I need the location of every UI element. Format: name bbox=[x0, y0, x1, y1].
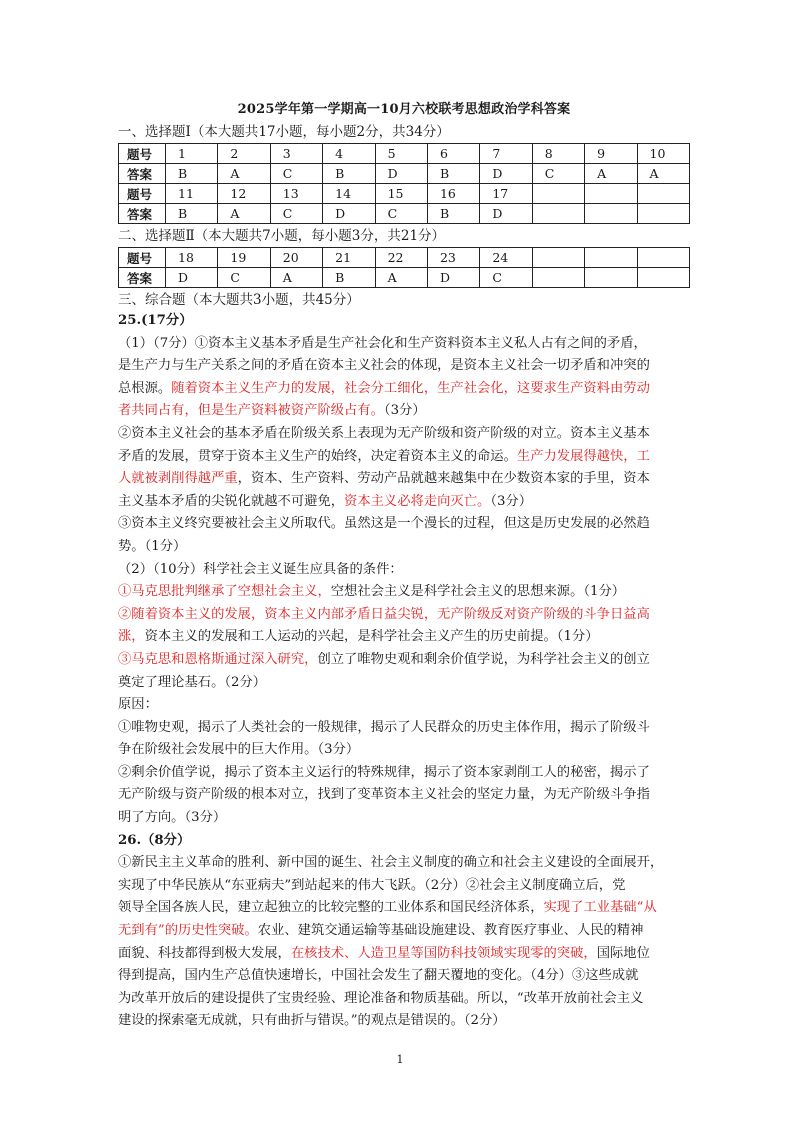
answer-text: 势。（1分） bbox=[118, 538, 187, 554]
answer-line bbox=[118, 536, 690, 559]
answer-cell: 19 bbox=[218, 248, 270, 268]
answer-cell: 17 bbox=[480, 184, 532, 204]
answer-text: 明了方向。（3分） bbox=[118, 810, 227, 826]
answer-line bbox=[118, 1010, 690, 1033]
answer-cell: B bbox=[166, 204, 218, 224]
answer-table-row bbox=[119, 268, 690, 288]
answer-text: 创立了唯物史观和剩余价值学说，为科学社会主义的创立 bbox=[317, 651, 650, 667]
answer-cell bbox=[585, 184, 637, 204]
answer-line bbox=[118, 965, 690, 988]
answer-cell: 1 bbox=[166, 144, 218, 164]
answer-cell: C bbox=[270, 204, 322, 224]
answer-text: 农业、建筑交通运输等基础设施建设、教育医疗事业、人民的精神 bbox=[257, 923, 644, 939]
answer-text: 是生产力与生产关系之间的矛盾在资本主义社会的体现，是资本主义社会一切矛盾和冲突的 bbox=[118, 358, 650, 374]
answer-cell: 16 bbox=[427, 184, 479, 204]
answer-cell: 5 bbox=[375, 144, 427, 164]
answer-text: 总根源。 bbox=[118, 380, 172, 396]
answer-text: 无产阶级与资产阶级的根本对立，找到了变革资本主义社会的坚定力量，为无产阶级斗争指 bbox=[118, 787, 650, 803]
answer-cell bbox=[585, 204, 637, 224]
answer-cell: 23 bbox=[427, 248, 479, 268]
answer-cell: D bbox=[166, 268, 218, 288]
answer-cell bbox=[637, 268, 689, 288]
answer-text: （3分） bbox=[383, 403, 426, 419]
answer-cell: 10 bbox=[637, 144, 689, 164]
answer-cell: 9 bbox=[585, 144, 637, 164]
answer-cell bbox=[585, 268, 637, 288]
answer-cell: 21 bbox=[323, 248, 375, 268]
answer-text: 原因： bbox=[118, 697, 158, 713]
answer-line bbox=[118, 626, 690, 649]
answer-line bbox=[118, 423, 690, 446]
answer-line bbox=[118, 355, 690, 378]
section2-heading: 二、选择题Ⅱ（本大题共7小题，每小题3分，共21分） bbox=[118, 228, 446, 244]
answer-cell: 11 bbox=[166, 184, 218, 204]
section1-heading: 一、选择题Ⅰ（本大题共17小题，每小题2分，共34分） bbox=[118, 124, 450, 140]
answer-line bbox=[118, 400, 690, 423]
answer-cell: A bbox=[218, 164, 270, 184]
answer-text: 矛盾的发展，贯穿于资本主义生产的始终，决定着资本主义的命运。 bbox=[118, 448, 517, 464]
answer-cell: 3 bbox=[270, 144, 322, 164]
answer-line bbox=[118, 694, 690, 717]
answer-text: （2）（10分）科学社会主义诞生应具备的条件： bbox=[118, 561, 403, 577]
row-label: 答案 bbox=[119, 268, 166, 288]
answer-cell: C bbox=[270, 164, 322, 184]
answer-line bbox=[118, 762, 690, 785]
answer-line bbox=[118, 897, 690, 920]
answer-line bbox=[118, 581, 690, 604]
answer-line bbox=[118, 446, 690, 469]
answer-cell bbox=[637, 184, 689, 204]
answer-cell: A bbox=[218, 204, 270, 224]
answer-line bbox=[118, 604, 690, 627]
answer-table-row bbox=[119, 204, 690, 224]
answer-cell: B bbox=[166, 164, 218, 184]
section3-heading: 三、综合题（本大题共3小题，共45分） bbox=[118, 292, 360, 308]
answer-table-row bbox=[119, 248, 690, 268]
answer-cell: 6 bbox=[427, 144, 479, 164]
answer-line bbox=[118, 468, 690, 491]
key-point-text: 生产力发展得越快，工 bbox=[516, 448, 650, 464]
row-label: 答案 bbox=[119, 164, 166, 184]
answer-cell: A bbox=[637, 164, 689, 184]
answer-text: 面貌、科技都得到极大发展， bbox=[118, 945, 291, 961]
answer-line bbox=[118, 784, 690, 807]
answer-cell: D bbox=[375, 164, 427, 184]
answer-text: ②资本主义社会的基本矛盾在阶级关系上表现为无产阶级和资产阶级的对立。资本主义基本 bbox=[118, 425, 650, 441]
answer-cell: D bbox=[323, 204, 375, 224]
answer-cell: B bbox=[323, 164, 375, 184]
key-point-text: 在核技术、人造卫星等国防科技领域实现零的突破， bbox=[290, 945, 597, 961]
answer-text: 得到提高，国内生产总值快速增长，中国社会发生了翻天覆地的变化。（4分）③这些成就 bbox=[118, 968, 639, 984]
section2-answer-table bbox=[118, 247, 690, 288]
answer-text: 为改革开放后的建设提供了宝贵经验、理论准备和物质基础。所以，“改革开放前社会主义 bbox=[118, 990, 644, 1006]
answer-text-block bbox=[118, 310, 690, 1033]
answer-cell: 13 bbox=[270, 184, 322, 204]
answer-cell: C bbox=[532, 164, 584, 184]
answer-line bbox=[118, 333, 690, 356]
answer-line bbox=[118, 988, 690, 1011]
answer-cell: 22 bbox=[375, 248, 427, 268]
answer-cell: A bbox=[270, 268, 322, 288]
answer-cell: 18 bbox=[166, 248, 218, 268]
answer-text: ①唯物史观，揭示了人类社会的一般规律，揭示了人民群众的历史主体作用，揭示了阶级斗 bbox=[118, 719, 650, 735]
answer-line bbox=[118, 649, 690, 672]
key-point-text: 涨， bbox=[118, 629, 145, 645]
answer-cell bbox=[532, 248, 584, 268]
key-point-text: 随着资本主义生产力的发展，社会分工细化，生产社会化，这要求生产资料由劳动 bbox=[171, 380, 650, 396]
answer-cell bbox=[637, 204, 689, 224]
answer-cell: 12 bbox=[218, 184, 270, 204]
answer-cell: D bbox=[427, 268, 479, 288]
answer-text: ③资本主义终究要被社会主义所取代。虽然这是一个漫长的过程，但这是历史发展的必然趋 bbox=[118, 516, 650, 532]
answer-line bbox=[118, 830, 690, 853]
key-point-text: 实现了工业基础“从 bbox=[543, 900, 657, 916]
answer-cell: C bbox=[480, 268, 532, 288]
answer-cell: 24 bbox=[480, 248, 532, 268]
answer-cell: D bbox=[480, 204, 532, 224]
answer-line bbox=[118, 672, 690, 695]
document-title: 2025学年第一学期高一10月六校联考思想政治学科答案 bbox=[237, 102, 571, 117]
answer-text: 争在阶级社会发展中的巨大作用。（3分） bbox=[118, 742, 360, 758]
answer-line bbox=[118, 491, 690, 514]
answer-cell: C bbox=[218, 268, 270, 288]
answer-cell: B bbox=[427, 204, 479, 224]
answer-table-row bbox=[119, 184, 690, 204]
answer-line bbox=[118, 875, 690, 898]
answer-cell: C bbox=[375, 204, 427, 224]
answer-text: 25.(17分） bbox=[118, 313, 193, 328]
answer-text: 实现了中华民族从“东亚病夫”到站起来的伟大飞跃。（2分）②社会主义制度确立后，党 bbox=[118, 877, 626, 893]
answer-cell: B bbox=[323, 268, 375, 288]
key-point-text: 无到有”的历史性突破。 bbox=[118, 923, 258, 939]
answer-cell: A bbox=[375, 268, 427, 288]
answer-line bbox=[118, 943, 690, 966]
key-point-text: 人就被剥削得越严重 bbox=[118, 471, 238, 487]
answer-line bbox=[118, 559, 690, 582]
answer-text: （3分） bbox=[490, 493, 533, 509]
answer-text: （1）（7分）①资本主义基本矛盾是生产社会化和生产资料资本主义私人占有之间的矛盾， bbox=[118, 335, 647, 351]
page-number: 1 bbox=[396, 1053, 404, 1066]
answer-line bbox=[118, 378, 690, 401]
row-label: 答案 bbox=[119, 204, 166, 224]
answer-cell: D bbox=[480, 164, 532, 184]
answer-text: 26.（8分） bbox=[118, 832, 191, 848]
document-body bbox=[118, 98, 690, 1033]
section1-answer-table bbox=[118, 143, 690, 224]
answer-cell: 7 bbox=[480, 144, 532, 164]
answer-cell: 2 bbox=[218, 144, 270, 164]
key-point-text: ①马克思批判继承了空想社会主义， bbox=[118, 584, 331, 600]
answer-line bbox=[118, 717, 690, 740]
answer-text: 领导全国各族人民，建立起独立的比较完整的工业体系和国民经济体系， bbox=[118, 900, 544, 916]
answer-cell bbox=[532, 268, 584, 288]
answer-text: 国际地位 bbox=[596, 945, 650, 961]
answer-table-row bbox=[119, 144, 690, 164]
answer-text: ①新民主主义革命的胜利、新中国的诞生、社会主义制度的确立和社会主义建设的全面展开， bbox=[118, 855, 664, 871]
answer-cell: 20 bbox=[270, 248, 322, 268]
answer-text: 资本主义的发展和工人运动的兴起，是科学社会主义产生的历史前提。（1分） bbox=[144, 629, 599, 645]
row-label: 题号 bbox=[119, 248, 166, 268]
answer-line bbox=[118, 852, 690, 875]
key-point-text: ②随着资本主义的发展，资本主义内部矛盾日益尖锐，无产阶级反对资产阶级的斗争日益高 bbox=[118, 606, 650, 622]
answer-cell: 4 bbox=[323, 144, 375, 164]
answer-line bbox=[118, 310, 690, 333]
answer-cell: B bbox=[427, 164, 479, 184]
answer-cell bbox=[637, 248, 689, 268]
key-point-text: ③马克思和恩格斯通过深入研究， bbox=[118, 651, 318, 667]
answer-text: 建设的探索毫无成就，只有曲折与错误。”的观点是错误的。（2分） bbox=[118, 1013, 506, 1029]
row-label: 题号 bbox=[119, 144, 166, 164]
answer-text: ②剩余价值学说，揭示了资本主义运行的特殊规律，揭示了资本家剥削工人的秘密，揭示了 bbox=[118, 764, 650, 780]
key-point-text: 资本主义必将走向灭亡。 bbox=[344, 493, 491, 509]
answer-text: 主义基本矛盾的尖锐化就越不可避免， bbox=[118, 493, 345, 509]
answer-cell: A bbox=[585, 164, 637, 184]
answer-text: ，资本、生产资料、劳动产品就越来越集中在少数资本家的手里，资本 bbox=[237, 471, 650, 487]
answer-line bbox=[118, 807, 690, 830]
answer-cell bbox=[532, 204, 584, 224]
answer-line bbox=[118, 739, 690, 762]
answer-cell bbox=[532, 184, 584, 204]
answer-cell: 14 bbox=[323, 184, 375, 204]
answer-line bbox=[118, 920, 690, 943]
key-point-text: 者共同占有，但是生产资料被资产阶级占有。 bbox=[118, 403, 384, 419]
answer-text: 空想社会主义是科学社会主义的思想来源。（1分） bbox=[330, 584, 626, 600]
answer-table-row bbox=[119, 164, 690, 184]
answer-cell bbox=[585, 248, 637, 268]
answer-cell: 8 bbox=[532, 144, 584, 164]
answer-cell: 15 bbox=[375, 184, 427, 204]
answer-text: 奠定了理论基石。（2分） bbox=[118, 674, 267, 690]
row-label: 题号 bbox=[119, 184, 166, 204]
answer-line bbox=[118, 513, 690, 536]
